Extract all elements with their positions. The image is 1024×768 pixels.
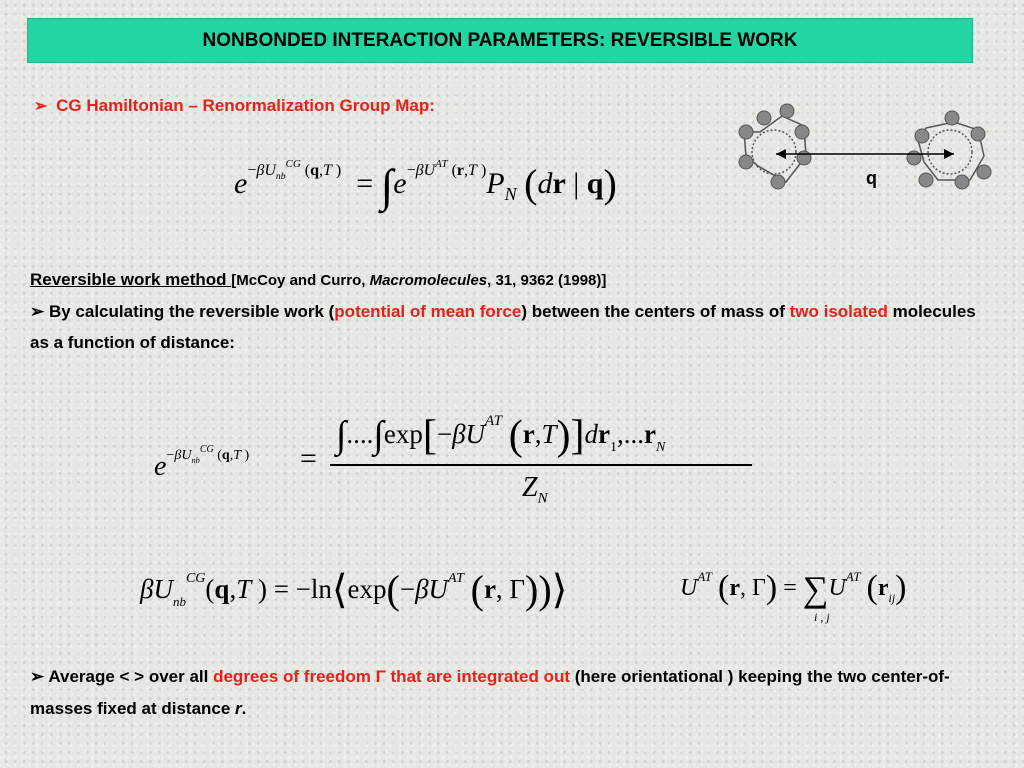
reversible-work-text-c: molecules as a function of distance: (30, 302, 976, 352)
reversible-work-section (30, 264, 990, 358)
arrow-bullet-icon: ➢ (30, 302, 45, 321)
arrow-bullet-icon: ➢ (34, 98, 48, 115)
average-section (30, 661, 990, 725)
reversible-work-text-a: By calculating the reversible work ( (44, 302, 335, 321)
highlight-degrees-of-freedom: degrees of freedom Γ that are integrated out (213, 667, 570, 686)
distance-label-q: q (866, 168, 877, 188)
highlight-potential-of-mean-force: potential of mean force (334, 302, 522, 321)
fraction-line (330, 464, 752, 466)
cg-hamiltonian-heading-text: CG Hamiltonian – Renormalization Group Map: (56, 96, 435, 115)
cg-hamiltonian-heading (34, 96, 435, 116)
pmf-equation: $\beta U_{nb}^{CG}(q,T$ ) = $-\ln⟨\exp(-\beta U^{AT}$ (r, Γ))⟩ (140, 567, 568, 612)
reference-suffix: , 31, 9362 (1998)] (487, 272, 607, 289)
arrow-bullet-icon: ➢ (30, 667, 45, 686)
reference-prefix: [McCoy and Curro, (231, 272, 370, 289)
average-text-r: r (235, 699, 242, 718)
left-molecule (744, 116, 806, 182)
cg-hamiltonian-equation: $e^{-\beta U_{nb}CG}$ $^{(q,T )} = \int e^{-\beta UAT}$ $^{(r,T )}P_N$ (dr | q) (234, 158, 617, 211)
reversible-work-text-b: ) between the centers of mass of (521, 302, 790, 321)
reference-journal: Macromolecules (369, 272, 488, 289)
average-text-a: Average < > over all (44, 667, 214, 686)
atomistic-potential-sum-equation: $U^{AT}$ (r, $\Gamma) = \sum U^{AT}$ $(r_{ij})$ i , j (680, 569, 907, 624)
average-text-end: . (241, 699, 247, 718)
reversible-work-heading: Reversible work method (30, 270, 232, 289)
two-molecules-diagram (732, 100, 1002, 210)
average-text-b: (here orientational ) keeping the two center-of-masses fixed at distance (30, 667, 950, 718)
highlight-two-isolated: two isolated (789, 302, 888, 321)
slide-title: NONBONDED INTERACTION PARAMETERS: REVERSIBLE WORK (27, 18, 973, 63)
reversible-work-equation: $e^{-\beta U_{nb}CG}$ $^{(q,T )}$ = $\int....\int\exp[-\beta U^{AT}$ $(r,T)]dr_1,...r_N$ $Z_N$ (154, 412, 774, 522)
